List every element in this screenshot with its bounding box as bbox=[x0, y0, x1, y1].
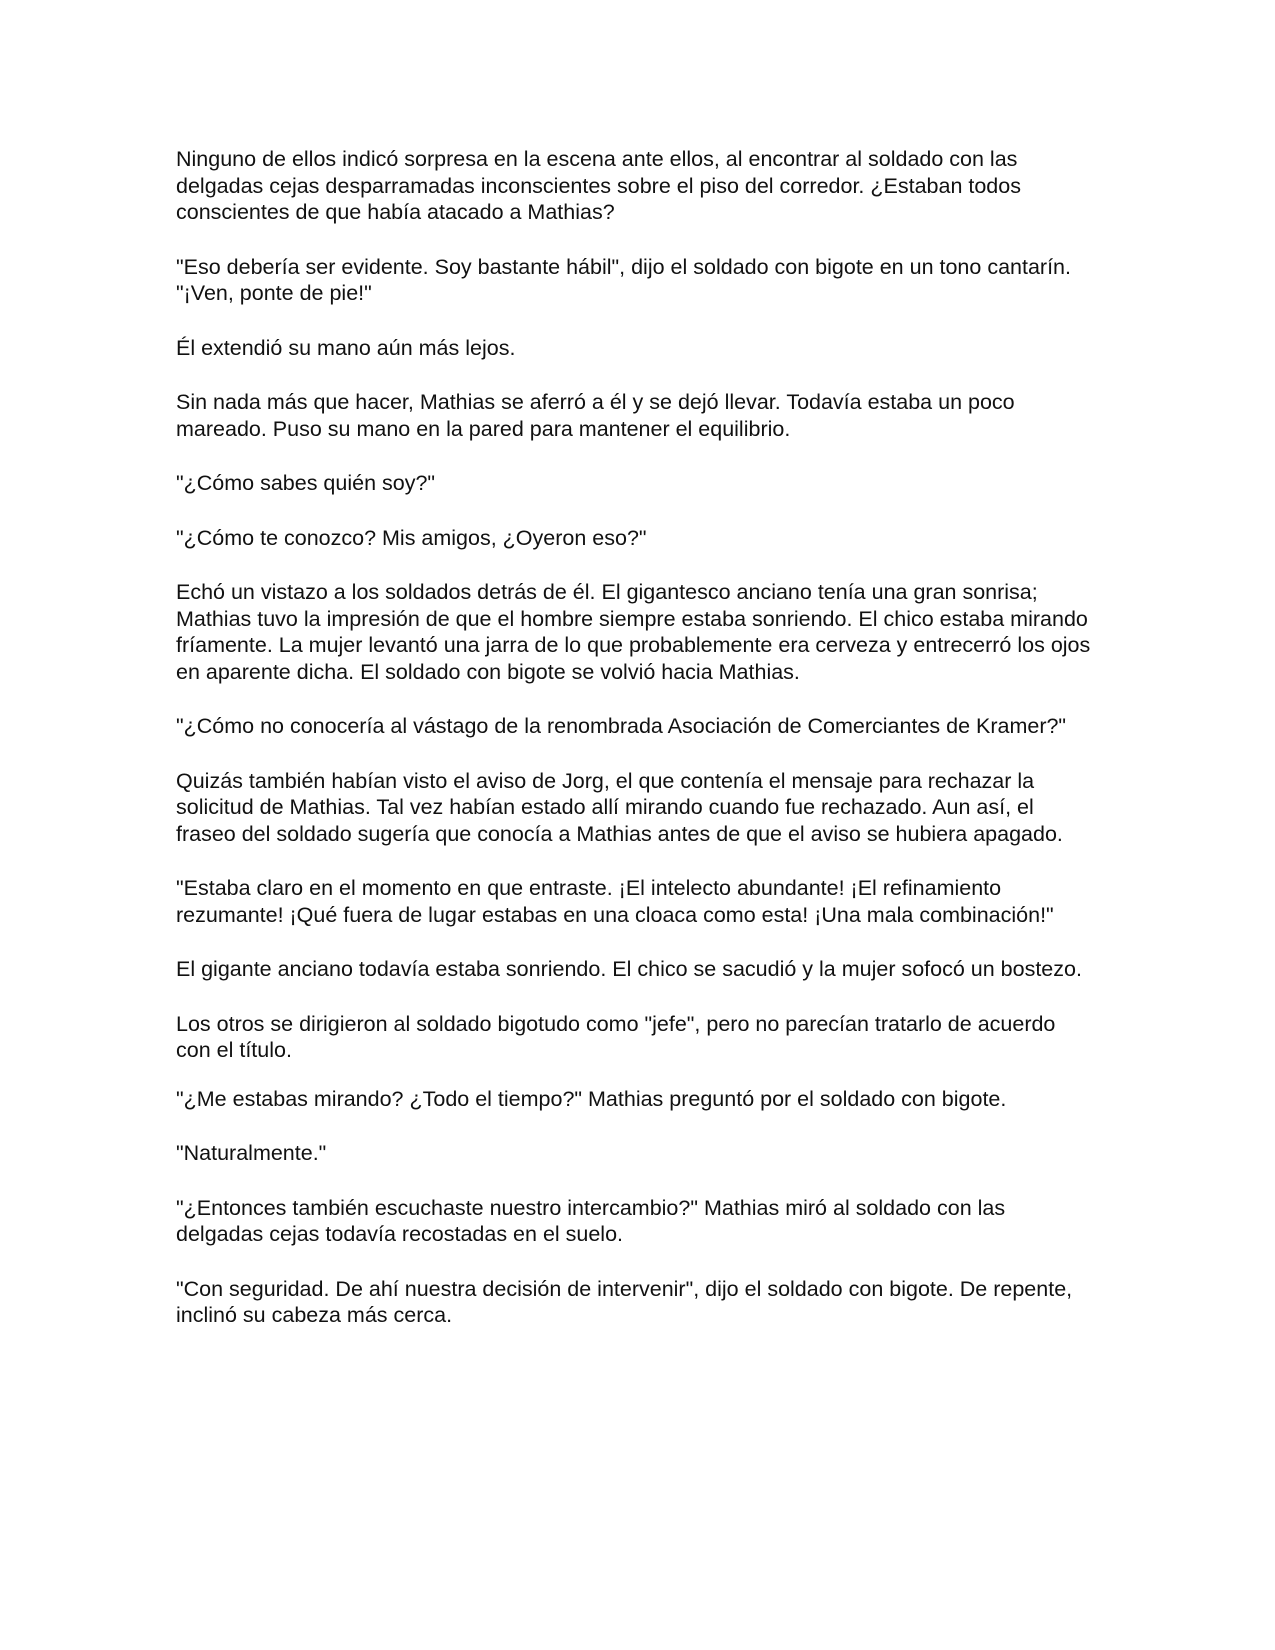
paragraph: El gigante anciano todavía estaba sonriendo. El chico se sacudió y la mujer sofocó un bostezo. bbox=[176, 957, 1082, 981]
paragraph: "Eso debería ser evidente. Soy bastante hábil", dijo el soldado con bigote en un tono cantarín. "¡Ven, ponte de pie!" bbox=[176, 254, 1071, 305]
paragraph: "¿Cómo te conozco? Mis amigos, ¿Oyeron eso?" bbox=[176, 525, 647, 550]
paragraph: "Con seguridad. De ahí nuestra decisión de intervenir", dijo el soldado con bigote. De repente, inclinó su cabeza más cerca. bbox=[176, 1276, 1073, 1327]
paragraph: "¿Cómo sabes quién soy?" bbox=[176, 471, 436, 495]
paragraph: Echó un vistazo a los soldados detrás de él. El gigantesco anciano tenía una gran sonrisa; Mathias tuvo la impresión de que el hombre siempre estaba sonriendo. El chico estaba mirando fríamente. La mujer levantó una jarra de lo que probablemente era cerveza y entrecerró los ojos en aparente dicha. El soldado con bigote se volvió hacia Mathias. bbox=[176, 580, 1091, 684]
document-body bbox=[176, 146, 1096, 1357]
paragraph: Sin nada más que hacer, Mathias se aferró a él y se dejó llevar. Todavía estaba un poco mareado. Puso su mano en la pared para mantener el equilibrio. bbox=[176, 390, 1015, 441]
paragraph: "Estaba claro en el momento en que entraste. ¡El intelecto abundante! ¡El refinamiento rezumante! ¡Qué fuera de lugar estabas en una cloaca como esta! ¡Una mala combinación!" bbox=[176, 876, 1054, 927]
paragraph: Quizás también habían visto el aviso de Jorg, el que contenía el mensaje para rechazar la solicitud de Mathias. Tal vez habían estado allí mirando cuando fue rechazado. Aun así, el fraseo del soldado sugería que conocía a Mathias antes de que el aviso se hubiera apagado. bbox=[176, 768, 1063, 846]
paragraph: Los otros se dirigieron al soldado bigotudo como "jefe", pero no parecían tratarlo de acuerdo con el título. bbox=[176, 1011, 1056, 1062]
paragraph: "¿Cómo no conocería al vástago de la renombrada Asociación de Comerciantes de Kramer?" bbox=[176, 714, 1067, 738]
paragraph: Él extendió su mano aún más lejos. bbox=[176, 335, 516, 360]
paragraph: "¿Entonces también escuchaste nuestro intercambio?" Mathias miró al soldado con las delgadas cejas todavía recostadas en el suelo. bbox=[176, 1195, 1006, 1246]
paragraph: "Naturalmente." bbox=[176, 1141, 327, 1165]
paragraph: "¿Me estabas mirando? ¿Todo el tiempo?" Mathias preguntó por el soldado con bigote. bbox=[176, 1086, 1007, 1111]
paragraph: Ninguno de ellos indicó sorpresa en la escena ante ellos, al encontrar al soldado con las delgadas cejas desparramadas inconscientes sobre el piso del corredor. ¿Estaban todos conscientes de que había atacado a Mathias? bbox=[176, 147, 1021, 224]
